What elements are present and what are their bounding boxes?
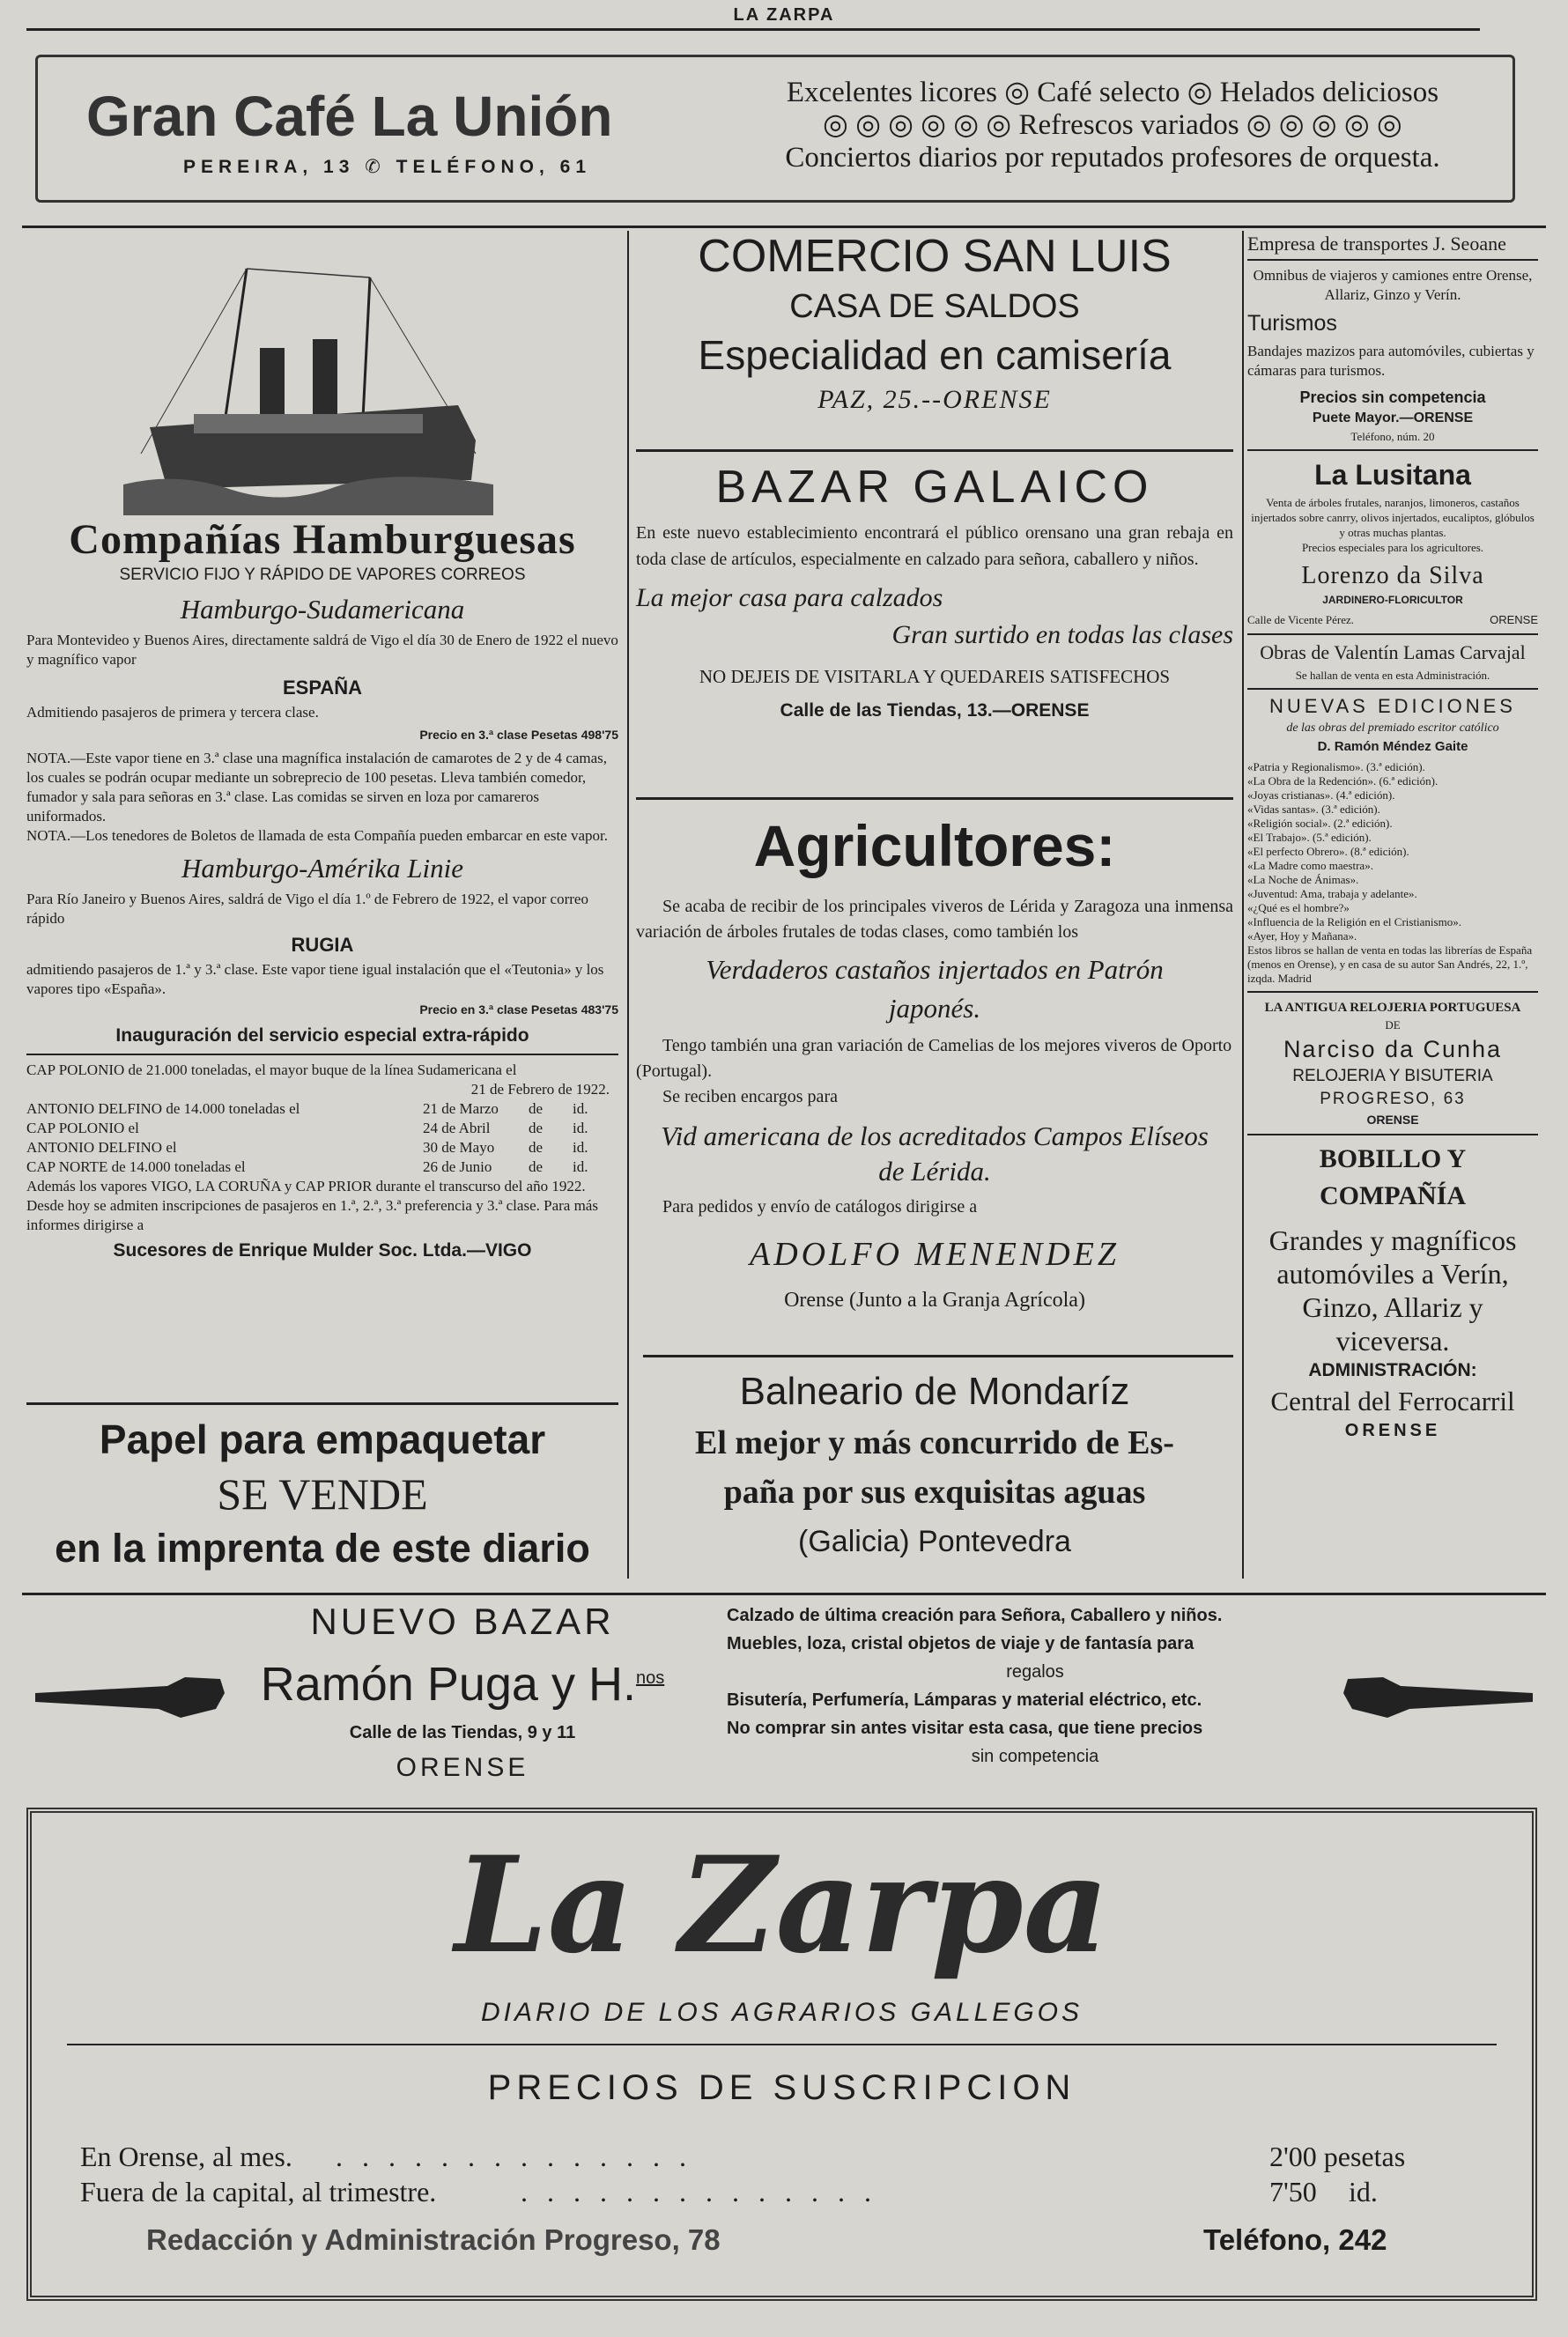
schedule-ship: CAP NORTE de 14.000 toneladas el xyxy=(26,1158,246,1175)
cafe-line-1: Excelentes licores ◎ Café selecto ◎ Helados deliciosos xyxy=(786,77,1439,108)
right-column xyxy=(1247,231,1538,1442)
line-2-text: Para Río Janeiro y Buenos Aires, saldrá de Vigo el día 1.º de Febrero de 1922, el vapor correo rápido xyxy=(26,891,588,927)
carvajal-ad xyxy=(1247,639,1538,684)
ediciones-title: NUEVAS EDICIONES xyxy=(1269,695,1516,717)
column-rule-1 xyxy=(627,231,629,1579)
book-item: «Religión social». (2.ª edición). xyxy=(1247,817,1393,830)
bazar-slogan-1: La mejor casa para calzados xyxy=(636,583,943,612)
carvajal-title: Obras de Valentín Lamas Carvajal xyxy=(1260,641,1526,663)
ediciones-sub: de las obras del premiado escritor católico xyxy=(1286,721,1499,735)
mondariz-line-3: (Galicia) Pontevedra xyxy=(798,1525,1071,1558)
bazar-cta: NO DEJEIS DE VISITARLA Y QUEDAREIS SATISFECHOS xyxy=(699,666,1171,687)
line-1-title: Hamburgo-Sudamericana xyxy=(180,594,465,625)
papel-line-1: Papel para empaquetar xyxy=(99,1416,546,1462)
schedule-id: id. xyxy=(573,1158,588,1175)
price-dots-2: .............. xyxy=(521,2176,891,2208)
price-value-1: 2'00 pesetas xyxy=(1269,2141,1406,2172)
bobillo-title: BOBILLO Y COMPAÑÍA xyxy=(1319,1144,1467,1210)
schedule-ship: ANTONIO DELFINO de 14.000 toneladas el xyxy=(26,1100,300,1117)
hamburg-subtitle: SERVICIO FIJO Y RÁPIDO DE VAPORES CORREOS xyxy=(119,566,526,584)
cafe-line-3: Conciertos diarios por reputados profesores de orquesta. xyxy=(785,142,1440,174)
schedule-date: 30 de Mayo xyxy=(423,1139,495,1156)
left-rule xyxy=(26,1402,618,1405)
ship-1-name: ESPAÑA xyxy=(282,677,363,699)
sanluis-sub: CASA DE SALDOS xyxy=(789,288,1080,325)
bobillo-ad xyxy=(1247,1141,1538,1442)
puga-sup: nos xyxy=(635,1668,665,1688)
agent: Sucesores de Enrique Mulder Soc. Ltda.—VIGO xyxy=(113,1240,532,1261)
reloj-address: PROGRESO, 63 xyxy=(1320,1090,1466,1108)
lusitana-role: JARDINERO-FLORICULTOR xyxy=(1322,594,1463,606)
book-item: «Joyas cristianas». (4.ª edición). xyxy=(1247,788,1395,802)
bazar-puga-rule xyxy=(22,1593,1546,1595)
schedule-id: id. xyxy=(573,1120,588,1136)
book-note: Estos libros se hallan de venta en todas las librerías de España (menos en Orense), y en casa de su autor San Andrés, 22, 1.º, izqda. Madrid xyxy=(1247,943,1533,985)
cafe-ad xyxy=(35,55,1515,203)
schedule-ship: CAP POLONIO el xyxy=(26,1120,139,1136)
agri-text-2: Tengo también una gran variación de Camelias de los mejores viveros de Oporto (Portugal). xyxy=(636,1036,1232,1081)
hamburg-ad xyxy=(26,242,618,1405)
seoane-precios: Precios sin competencia xyxy=(1299,388,1486,406)
reloj-top: LA ANTIGUA RELOJERIA PORTUGUESA xyxy=(1264,1001,1521,1015)
ship-2-name: RUGIA xyxy=(291,934,354,956)
schedule-row xyxy=(26,1099,618,1119)
top-rule xyxy=(26,28,1480,31)
bobillo-text: Grandes y magníficos automóviles a Verín, Ginzo, Allariz y viceversa. xyxy=(1268,1224,1517,1357)
book-item: «Vidas santas». (3.ª edición). xyxy=(1247,802,1380,816)
price-label-2: Fuera de la capital, al trimestre. xyxy=(80,2176,437,2208)
zarpa-telefono: Teléfono, 242 xyxy=(1203,2223,1387,2256)
mondariz-line-2: paña por sus exquisitas aguas xyxy=(723,1474,1146,1511)
reloj-name: Narciso da Cunha xyxy=(1283,1036,1503,1062)
lusitana-city: ORENSE xyxy=(1490,613,1538,626)
agri-title: Agricultores: xyxy=(753,813,1116,878)
agri-name: ADOLFO MENENDEZ xyxy=(750,1236,1120,1273)
ship-1-admit: Admitiendo pasajeros de primera y tercera clase. xyxy=(26,704,319,721)
price-value-2: 7'50 xyxy=(1269,2176,1317,2208)
lusitana-text-2: Precios especiales para los agricultores. xyxy=(1301,541,1484,554)
schedule-de: de xyxy=(529,1100,544,1117)
book-item: «La Obra de la Redención». (6.ª edición). xyxy=(1247,774,1439,788)
schedule-row xyxy=(26,1119,618,1138)
schedule-id: id. xyxy=(573,1100,588,1117)
price-unit-2: id. xyxy=(1349,2176,1378,2208)
mondariz-ad xyxy=(636,1365,1233,1577)
cafe-name: Gran Café La Unión xyxy=(86,85,613,148)
seoane-text-2: Bandajes mazizos para automóviles, cubiertas y cámaras para turismos. xyxy=(1247,343,1535,379)
book-item: «¿Qué es el hombre?» xyxy=(1247,901,1350,914)
lusitana-ad xyxy=(1247,455,1538,630)
schedule-first: CAP POLONIO de 21.000 toneladas, el mayor buque de la línea Sudamericana el xyxy=(26,1061,517,1078)
book-item: «Patria y Regionalismo». (3.ª edición). xyxy=(1247,760,1425,773)
book-item: «La Madre como maestra». xyxy=(1247,859,1373,872)
puga-row-1: Calzado de última creación para Señora, Caballero y niños. xyxy=(727,1606,1223,1625)
schedule-date: 21 de Marzo xyxy=(423,1100,499,1117)
book-item: «El perfecto Obrero». (8.ª edición). xyxy=(1247,845,1409,858)
ship-2-price: Precio en 3.ª clase Pesetas 483'75 xyxy=(419,1002,618,1017)
right-rule-3 xyxy=(1247,688,1538,690)
sanluis-ad xyxy=(636,227,1233,439)
price-dots-1: .............. xyxy=(336,2141,706,2172)
papel-ad xyxy=(26,1409,618,1577)
seoane-text: Omnibus de viajeros y camiones entre Orense, Allariz, Ginzo y Verín. xyxy=(1253,267,1533,303)
pointing-hand-left-icon xyxy=(35,1667,229,1728)
book-item: «Ayer, Hoy y Mañana». xyxy=(1247,929,1357,943)
puga-left xyxy=(229,1596,696,1786)
right-rule-4 xyxy=(1247,991,1538,993)
agri-italic-2: Vid americana de los acreditados Campos Elíseos de Lérida. xyxy=(661,1120,1209,1187)
agricultores-ad xyxy=(636,806,1233,1352)
schedule-de: de xyxy=(529,1120,544,1136)
agri-text-1: Se acaba de recibir de los principales viveros de Lérida y Zaragoza una inmensa variación de árboles frutales de todas clases, como también los xyxy=(636,897,1233,942)
bazar-address: Calle de las Tiendas, 13.—ORENSE xyxy=(780,700,1090,721)
book-item: «Influencia de la Religión en el Cristianismo». xyxy=(1247,915,1461,928)
bazar-name: BAZAR GALAICO xyxy=(715,462,1154,513)
bazar-text: En este nuevo establecimiento encontrará el público orensano una gran rebaja en toda clase de artículos, especialmente en calzado para señora, caballero y niños. xyxy=(636,523,1233,569)
seoane-ad xyxy=(1247,231,1538,446)
running-title: LA ZARPA xyxy=(733,5,835,25)
mondariz-title: Balneario de Mondaríz xyxy=(739,1370,1130,1413)
pointing-hand-right-icon xyxy=(1339,1667,1533,1728)
seoane-rule xyxy=(1247,259,1538,261)
zarpa-rule xyxy=(67,2044,1497,2045)
zarpa-title: La Zarpa xyxy=(455,1828,1109,1983)
right-rule-5 xyxy=(1247,1134,1538,1135)
price-row-1 xyxy=(80,2139,1490,2174)
puga-title: NUEVO BAZAR xyxy=(310,1601,615,1642)
mondariz-line-1: El mejor y más concurrido de Es- xyxy=(695,1424,1174,1461)
sanluis-spec: Especialidad en camisería xyxy=(698,332,1172,378)
cafe-line-2: ◎ ◎ ◎ ◎ ◎ ◎ Refrescos variados ◎ ◎ ◎ ◎ ◎ xyxy=(823,109,1402,141)
price-row-2 xyxy=(80,2174,1490,2209)
papel-line-2: SE VENDE xyxy=(217,1469,428,1519)
reloj-de: DE xyxy=(1385,1018,1401,1032)
bazar-ad xyxy=(636,458,1233,793)
ship-1-price: Precio en 3.ª clase Pesetas 498'75 xyxy=(419,728,618,742)
ship-2-text: admitiendo pasajeros de 1.ª y 3.ª clase. Este vapor tiene igual instalación que el «Teutonia» y los vapores tipo «España». xyxy=(26,961,604,997)
reloj-sub: RELOJERIA Y BISUTERIA xyxy=(1292,1067,1493,1085)
ediciones-author: D. Ramón Méndez Gaite xyxy=(1317,739,1468,754)
lusitana-address xyxy=(1247,610,1538,630)
book-item: «La Noche de Ánimas». xyxy=(1247,873,1359,886)
puga-name-line xyxy=(229,1647,696,1715)
puga-address: Calle de las Tiendas, 9 y 11 xyxy=(349,1723,576,1742)
puga-row-6: sin competencia xyxy=(971,1747,1099,1766)
column-rule-2 xyxy=(1242,231,1244,1579)
hamburg-title: Compañías Hamburguesas xyxy=(69,516,576,563)
agri-italic-1: Verdaderos castaños injertados en Patrón japonés. xyxy=(706,954,1164,1024)
zarpa-redaccion: Redacción y Administración Progreso, 78 xyxy=(146,2223,721,2256)
seoane-address: Puete Mayor.—ORENSE xyxy=(1312,410,1474,425)
schedule-row xyxy=(26,1138,618,1157)
agri-text-3: Se reciben encargos para xyxy=(662,1087,838,1106)
puga-row-5: No comprar sin antes visitar esta casa, que tiene precios xyxy=(727,1719,1203,1738)
lusitana-title: La Lusitana xyxy=(1314,459,1471,491)
ediciones-ad xyxy=(1247,693,1538,986)
middle-rule-3 xyxy=(643,1355,1233,1357)
seoane-turismos: Turismos xyxy=(1247,311,1337,336)
cafe-address: PEREIRA, 13 ✆ TELÉFONO, 61 xyxy=(183,157,592,177)
book-item: «El Trabajo». (5.ª edición). xyxy=(1247,831,1372,844)
line-1-text: Para Montevideo y Buenos Aires, directamente saldrá de Vigo el día 30 de Enero de 1922 el nuevo y magnífico vapor xyxy=(26,632,618,668)
right-rule-1 xyxy=(1247,449,1538,451)
puga-row-4: Bisutería, Perfumería, Lámparas y material eléctrico, etc. xyxy=(727,1690,1202,1710)
sanluis-name: COMERCIO SAN LUIS xyxy=(698,231,1172,282)
note-1: NOTA.—Este vapor tiene en 3.ª clase una magnífica instalación de camarotes de 2 y de 4 camas, los cuales se podrán ocupar mediante un sobreprecio de 100 pesetas. Lleva también comedor, fumador y sala para señoras en 3.ª clase. Las comidas se sirven en loza por camareros uniformados. xyxy=(26,750,607,825)
zarpa-prices xyxy=(80,2139,1490,2209)
schedule-note: Además los vapores VIGO, LA CORUÑA y CAP PRIOR durante el transcurso del año 1922. Desde hoy se admiten inscripciones de pasajeros en 1.ª, 2.ª, 3.ª preferencia y 3.ª clase. Para más informes dirigirse a xyxy=(26,1178,598,1233)
schedule-de: de xyxy=(529,1158,544,1175)
inauguration-rule xyxy=(26,1054,618,1055)
relojeria-ad xyxy=(1247,998,1538,1128)
bobillo-admin: ADMINISTRACIÓN: xyxy=(1308,1360,1477,1380)
price-label-1: En Orense, al mes. xyxy=(80,2141,292,2172)
hamburg-body xyxy=(26,515,618,1261)
lusitana-text: Venta de árboles frutales, naranjos, limoneros, castaños injertados sobre canrry, olivos injertados, eucaliptos, glóbulos y otras muchas plantas. xyxy=(1251,496,1535,539)
bobillo-central: Central del Ferrocarril xyxy=(1270,1386,1515,1416)
puga-row-3: regalos xyxy=(1006,1662,1064,1682)
line-2-title: Hamburgo-Amérika Linie xyxy=(181,853,463,884)
puga-row-2: Muebles, loza, cristal objetos de viaje y de fantasía para xyxy=(727,1634,1194,1653)
right-rule-2 xyxy=(1247,633,1538,635)
bobillo-city: ORENSE xyxy=(1344,1421,1441,1440)
note-2: NOTA.—Los tenedores de Boletos de llamada de esta Compañía pueden embarcar en este vapor. xyxy=(26,827,608,844)
schedule-id: id. xyxy=(573,1139,588,1156)
schedule-first-date: 21 de Febrero de 1922. xyxy=(470,1081,610,1098)
agri-address: Orense (Junto a la Granja Agrícola) xyxy=(784,1289,1085,1312)
steamship-illustration xyxy=(123,251,493,515)
schedule-ship: ANTONIO DELFINO el xyxy=(26,1139,177,1156)
puga-right xyxy=(727,1601,1343,1771)
seoane-phone: Teléfono, núm. 20 xyxy=(1350,430,1435,443)
lusitana-street: Calle de Vicente Pérez. xyxy=(1247,613,1354,626)
schedule-row xyxy=(26,1157,618,1177)
bazar-slogan-2: Gran surtido en todas las clases xyxy=(891,620,1233,649)
cafe-services xyxy=(725,77,1500,174)
seoane-title: Empresa de transportes J. Seoane xyxy=(1247,233,1506,255)
middle-rule-1 xyxy=(636,449,1233,452)
book-item: «Juventud: Ama, trabaja y adelante». xyxy=(1247,887,1417,900)
middle-rule-2 xyxy=(636,797,1233,800)
inauguration: Inauguración del servicio especial extra-rápido xyxy=(115,1025,529,1046)
puga-name: Ramón Puga y H. xyxy=(260,1658,636,1711)
puga-ad xyxy=(26,1596,1542,1801)
reloj-city: ORENSE xyxy=(1366,1113,1419,1127)
zarpa-sub: DIARIO DE LOS AGRARIOS GALLEGOS xyxy=(480,1998,1084,2027)
puga-city: ORENSE xyxy=(396,1753,529,1782)
lusitana-owner: Lorenzo da Silva xyxy=(1301,562,1484,589)
schedule-de: de xyxy=(529,1139,544,1156)
ediciones-list xyxy=(1247,760,1538,986)
sanluis-address: PAZ, 25.--ORENSE xyxy=(817,385,1052,414)
papel-line-3: en la imprenta de este diario xyxy=(55,1526,590,1571)
agri-text-4: Para pedidos y envío de catálogos dirigirse a xyxy=(662,1197,978,1217)
carvajal-sub: Se hallan de venta en esta Administración. xyxy=(1295,669,1490,682)
zarpa-precios: PRECIOS DE SUSCRIPCION xyxy=(487,2068,1076,2107)
schedule-date: 24 de Abril xyxy=(423,1120,491,1136)
zarpa-masthead xyxy=(26,1808,1537,2301)
schedule-date: 26 de Junio xyxy=(423,1158,492,1175)
